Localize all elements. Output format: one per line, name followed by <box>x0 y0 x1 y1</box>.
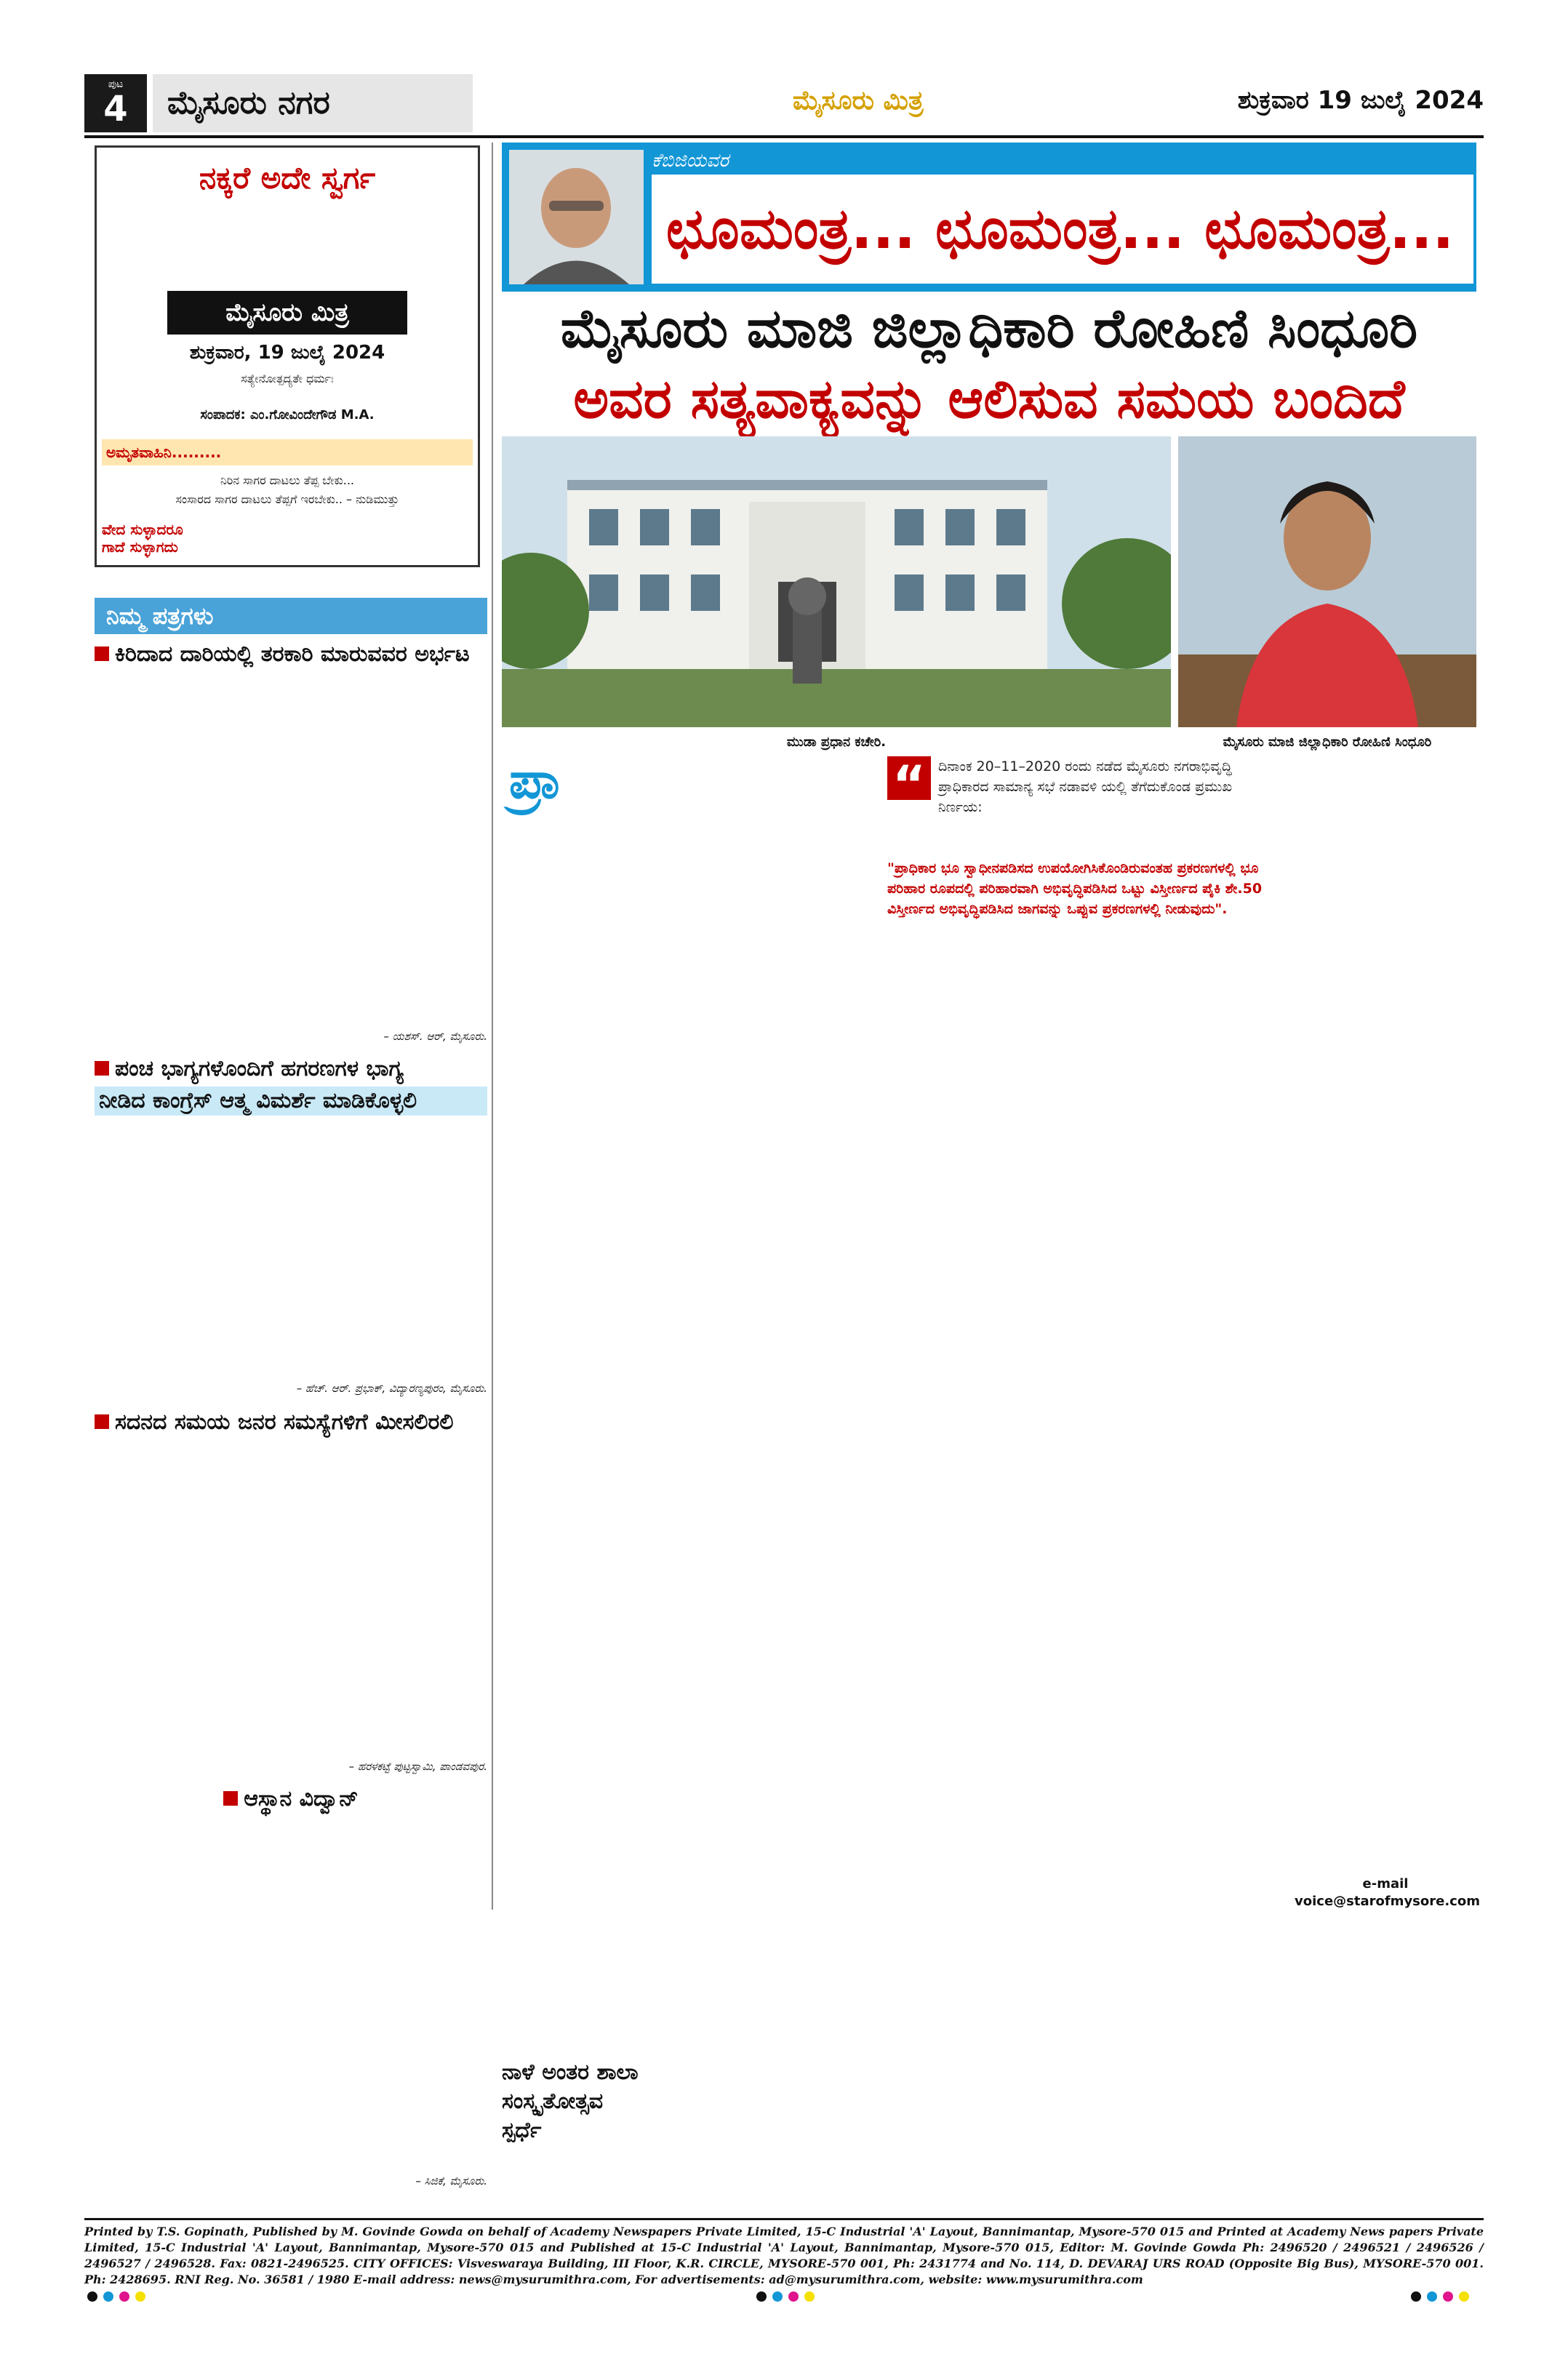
caption-muda: ಮುಡಾ ಪ್ರಧಾನ ಕಚೇರಿ. <box>786 734 887 750</box>
masthead: ಮೈಸೂರು ಮಿತ್ರ <box>793 85 924 116</box>
letter-2-subtitle: ನೀಡಿದ ಕಾಂಗ್ರೆಸ್ ಆತ್ಮ ವಿಮರ್ಶೆ ಮಾಡಿಕೊಳ್ಳಲಿ <box>95 1086 487 1116</box>
footer-imprint: Printed by T.S. Gopinath, Published by M. Govinde Gowda on behalf of Academy Newspapers Private Limited, 15-C Industrial 'A' Layout, Bannimantap, Mysore-570 015 and Printed at Academy News papers Private Limited, 15-C Industrial 'A' Layout, Bannimantap, Mysore-570 015 and Published at 15-C Industrial 'A' Layout, Bannimantap, Mysore-570 015, Editor: M. Govinde Gowda Ph: 2496520 / 2496521 / 2496526 / 2496527 / 2496528. Fax: 0821-2496525. CITY OFFICES: Visveswaraya Building, III Floor, K.R. CIRCLE, MYSORE-570 001, Ph: 2431774 and No. 114, D. DEVARAJ URS ROAD (Opposite Big Bus), MYSORE-570 001. Ph: 2428695. RNI Reg. No. 36581 / 1980 E-mail address: news@mysurumithra.com, For advertisements: ad@mysurumithra.com, website: www.mysurumithra.com <box>84 2225 1484 2286</box>
imprint-masthead: ಮೈಸೂರು ಮಿತ್ರ <box>167 291 407 335</box>
email-link[interactable]: voice@starofmysore.com <box>1295 1894 1480 1909</box>
letter-3-title <box>95 1408 487 1437</box>
drop-cap: ಪ್ರಾ <box>509 750 562 810</box>
quote-highlight: "ಪ್ರಾಧಿಕಾರ ಭೂ ಸ್ವಾಧೀನಪಡಿಸದ ಉಪಯೋಗಿಸಿಕೊಂಡಿರುವಂತಹ ಪ್ರಕರಣಗಳಲ್ಲಿ ಭೂ ಪರಿಹಾರ ರೂಪದಲ್ಲಿ ಪರಿಹಾರವಾಗಿ ಅಭಿವೃದ್ಧಿಪಡಿಸಿದ ಒಟ್ಟು ವಿಸ್ತೀರ್ಣದ ಪೈಕಿ ಶೇ.50 ವಿಸ್ತೀರ್ಣದ ಅಭಿವೃದ್ಧಿಪಡಿಸಿದ ಜಾಗವನ್ನು ಒಪ್ಪುವ ಪ್ರಕರಣಗಳಲ್ಲಿ ನೀಡುವುದು". <box>887 860 1263 917</box>
bullet-square <box>95 1414 109 1429</box>
registration-dots-left <box>87 2291 151 2305</box>
amrita-line-2: ಸಂಸಾರದ ಸಾಗರ ದಾಟಲು ತೆಪ್ಪಗೆ ಇರಬೇಕು.. – ನುಡಿಮುತ್ತು <box>175 492 399 506</box>
letter-2-title-text: ಪಂಚ ಭಾಗ್ಯಗಳೊಂದಿಗೆ ಹಗರಣಗಳ ಭಾಗ್ಯ <box>115 1056 404 1081</box>
muda-office-photo <box>502 436 1171 727</box>
columnist-photo-art <box>509 150 644 284</box>
dot-magenta <box>788 2291 799 2302</box>
letter-4-sign: – ಸಿಜಿಕೆ, ಮೈಸೂರು. <box>415 2174 487 2187</box>
dot-yellow <box>804 2291 815 2302</box>
imprint-date: ಶುಕ್ರವಾರ, 19 ಜುಲೈ 2024 <box>189 342 385 364</box>
bullet-square <box>95 646 109 661</box>
registration-dots-center <box>756 2291 820 2305</box>
page-number-badge <box>84 74 147 132</box>
letter-2-sign: – ಹೆಚ್. ಆರ್. ಪ್ರಭಾಕ್, ವಿದ್ಯಾರಣ್ಯಪುರಂ, ಮೈಸೂರು. <box>296 1382 487 1395</box>
headline-line-2: ಅವರ ಸತ್ಯವಾಕ್ಯವನ್ನು ಆಲಿಸುವ ಸಮಯ ಬಂದಿದೆ <box>573 368 1405 431</box>
quote-mark-icon: “ <box>887 756 931 800</box>
dot-black <box>756 2291 767 2302</box>
page-number: 4 <box>103 89 128 129</box>
dot-black <box>87 2291 97 2302</box>
letter-3-sign: – ಹರಳಕಟ್ಟೆ ಪುಟ್ಟಸ್ವಾಮಿ, ಪಾಂಡವಪುರ. <box>348 1760 487 1773</box>
letter-4-title <box>95 1785 487 1814</box>
amrita-title: ಅಮೃತವಾಹಿನಿ......... <box>102 439 473 465</box>
letter-4-title-text: ಆಸ್ಥಾನ ವಿದ್ವಾನ್ <box>244 1786 359 1811</box>
letter-1-sign: – ಯಶಸ್. ಆರ್, ಮೈಸೂರು. <box>383 1030 487 1043</box>
motto: ಸತ್ಯೇನೋತ್ಪದ್ಯತೇ ಧರ್ಮಃ <box>241 372 334 385</box>
feature-kicker: ಕೆಬಿಜಿಯವರ <box>652 150 729 172</box>
letter-1-title <box>95 640 487 669</box>
footer-rule <box>84 2218 1484 2220</box>
amrita-line-1: ನಿರಿನ ಸಾಗರ ದಾಟಲು ತೆಪ್ಪ ಬೇಕು... <box>220 473 355 487</box>
headline-line-1: ಮೈಸೂರು ಮಾಜಿ ಜಿಲ್ಲಾಧಿಕಾರಿ ರೋಹಿಣಿ ಸಿಂಧೂರಿ <box>560 297 1418 360</box>
email-label: e-mail <box>1362 1876 1409 1891</box>
dot-cyan <box>1427 2291 1437 2302</box>
editor: ಸಂಪಾದಕ: ಎಂ.ಗೋವಿಂದೇಗೌಡ M.A. <box>200 407 375 423</box>
proverb-line-2: ಗಾದೆ ಸುಳ್ಳಾಗದು <box>102 538 178 556</box>
columnist-photo <box>509 150 644 284</box>
section-title: ಮೈಸೂರು ನಗರ <box>153 74 473 132</box>
bullet-square <box>95 1061 109 1076</box>
page-label: ಪುಟ <box>108 79 124 90</box>
dot-black <box>1411 2291 1421 2302</box>
letter-1-title-text: ಕಿರಿದಾದ ದಾರಿಯಲ್ಲಿ ತರಕಾರಿ ಮಾರುವವರ ಅರ್ಭಟ <box>115 641 470 667</box>
proverb <box>102 521 473 561</box>
caption-portrait: ಮೈಸೂರು ಮಾಜಿ ಜಿಲ್ಲಾಧಿಕಾರಿ ರೋಹಿಣಿ ಸಿಂಧೂರಿ <box>1223 734 1432 750</box>
dot-magenta <box>1443 2291 1453 2302</box>
column-rule <box>492 143 493 1910</box>
portrait-illustration <box>1178 436 1476 727</box>
humor-title: ನಕ್ಕರೆ ಅದೇ ಸ್ವರ್ಗ <box>199 160 376 196</box>
building-illustration <box>502 436 1171 727</box>
dot-cyan <box>772 2291 783 2302</box>
dot-magenta <box>119 2291 129 2302</box>
letter-3-title-text: ಸದನದ ಸಮಯ ಜನರ ಸಮಸ್ಯೆಗಳಿಗೆ ಮೀಸಲಿರಲಿ <box>115 1409 454 1435</box>
header-rule <box>84 135 1484 138</box>
dot-yellow <box>1459 2291 1469 2302</box>
feature-title: ಛೂಮಂತ್ರ... ಛೂಮಂತ್ರ... ಛೂಮಂತ್ರ... <box>652 175 1473 284</box>
quote-intro: ದಿನಾಂಕ 20–11–2020 ರಂದು ನಡೆದ ಮೈಸೂರು ನಗರಾಭಿವೃದ್ಧಿ ಪ್ರಾಧಿಕಾರದ ಸಾಮಾನ್ಯ ಸಭೆ ನಡಾವಳಿ ಯಲ್ಲಿ ತೆಗೆದುಕೊಂಡ ಪ್ರಮುಖ ನಿರ್ಣಯ: <box>938 758 1233 815</box>
proverb-line-1: ವೇದ ಸುಳ್ಳಾದರೂ <box>102 521 183 538</box>
bottom-news-title: ನಾಳೆ ಅಂತರ ಶಾಲಾ ಸಂಸ್ಕೃತೋತ್ಸವ ಸ್ಪರ್ಧೆ <box>502 2059 639 2143</box>
dot-yellow <box>135 2291 145 2302</box>
issue-date: ಶುಕ್ರವಾರ 19 ಜುಲೈ 2024 <box>1237 86 1484 115</box>
letter-2-title <box>95 1054 487 1084</box>
letters-header: ನಿಮ್ಮ ಪತ್ರಗಳು <box>95 598 487 634</box>
bullet-square <box>223 1791 238 1806</box>
dot-cyan <box>103 2291 113 2302</box>
rohini-sindhuri-photo <box>1178 436 1476 727</box>
registration-dots-right <box>1411 2291 1475 2305</box>
